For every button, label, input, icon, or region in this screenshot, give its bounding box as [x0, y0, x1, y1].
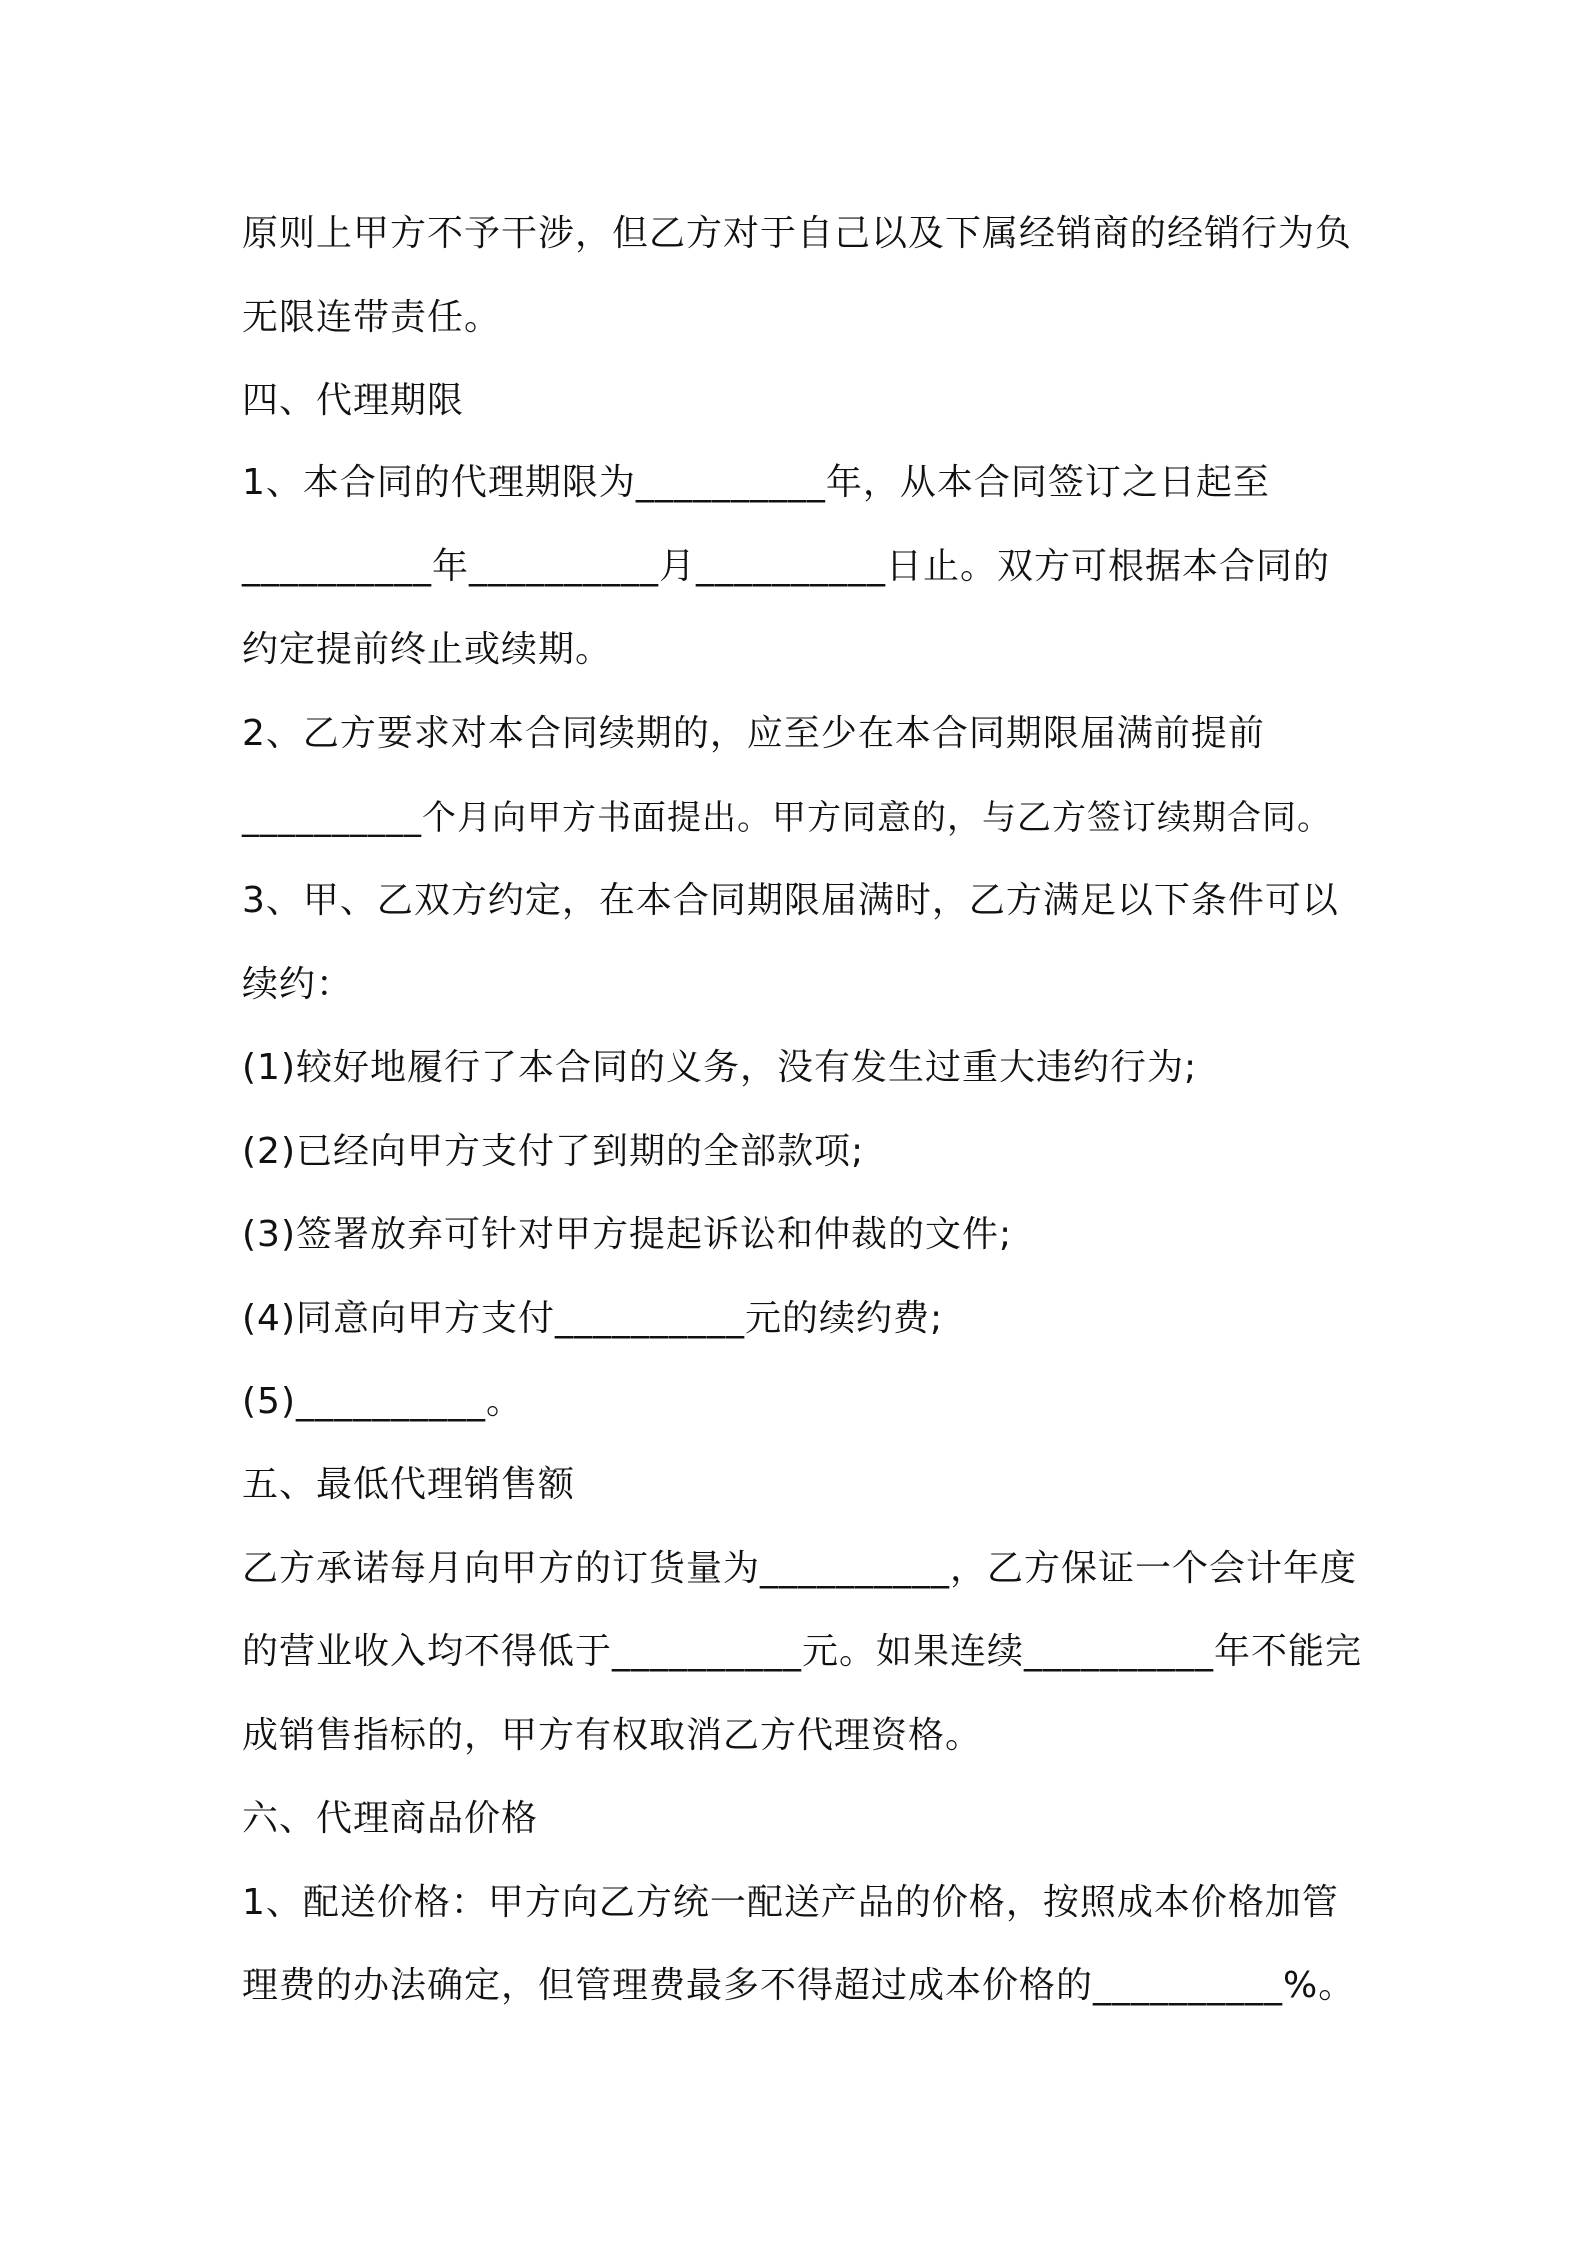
text-line: 成销售指标的，甲方有权取消乙方代理资格。 [242, 1715, 983, 1756]
text-line: 原则上甲方不予干涉，但乙方对于自己以及下属经销商的经销行为负 [242, 213, 1353, 254]
list-item: (3)签署放弃可针对甲方提起诉讼和仲裁的文件; [242, 1214, 1013, 1255]
text-line: 约定提前终止或续期。 [242, 629, 613, 670]
text-line: 无限连带责任。 [242, 297, 502, 338]
list-item: (4)同意向甲方支付__________元的续约费; [242, 1298, 944, 1339]
text-line: 2、乙方要求对本合同续期的，应至少在本合同期限届满前提前 [242, 713, 1265, 754]
text-line: 理费的办法确定，但管理费最多不得超过成本价格的__________%。 [242, 1965, 1356, 2006]
text-line: 3、甲、乙双方约定，在本合同期限届满时，乙方满足以下条件可以 [242, 880, 1339, 921]
section-heading: 五、最低代理销售额 [242, 1464, 576, 1505]
list-item: (5)__________。 [242, 1381, 523, 1422]
list-item: (2)已经向甲方支付了到期的全部款项; [242, 1131, 865, 1172]
text-line: 的营业收入均不得低于__________元。如果连续__________年不能完 [242, 1631, 1363, 1672]
text-line: 乙方承诺每月向甲方的订货量为__________，乙方保证一个会计年度 [242, 1548, 1358, 1589]
text-line: 续约： [242, 964, 354, 1005]
section-heading: 四、代理期限 [242, 380, 465, 421]
list-item: (1)较好地履行了本合同的义务，没有发生过重大违约行为; [242, 1047, 1198, 1088]
text-line: 1、本合同的代理期限为__________年，从本合同签订之日起至 [242, 462, 1270, 503]
section-heading: 六、代理商品价格 [242, 1798, 539, 1839]
text-line: __________个月向甲方书面提出。甲方同意的，与乙方签订续期合同。 [242, 798, 1332, 838]
text-line: __________年__________月__________日止。双方可根据本合同的 [242, 546, 1331, 587]
text-line: 1、配送价格：甲方向乙方统一配送产品的价格，按照成本价格加管 [242, 1882, 1339, 1923]
